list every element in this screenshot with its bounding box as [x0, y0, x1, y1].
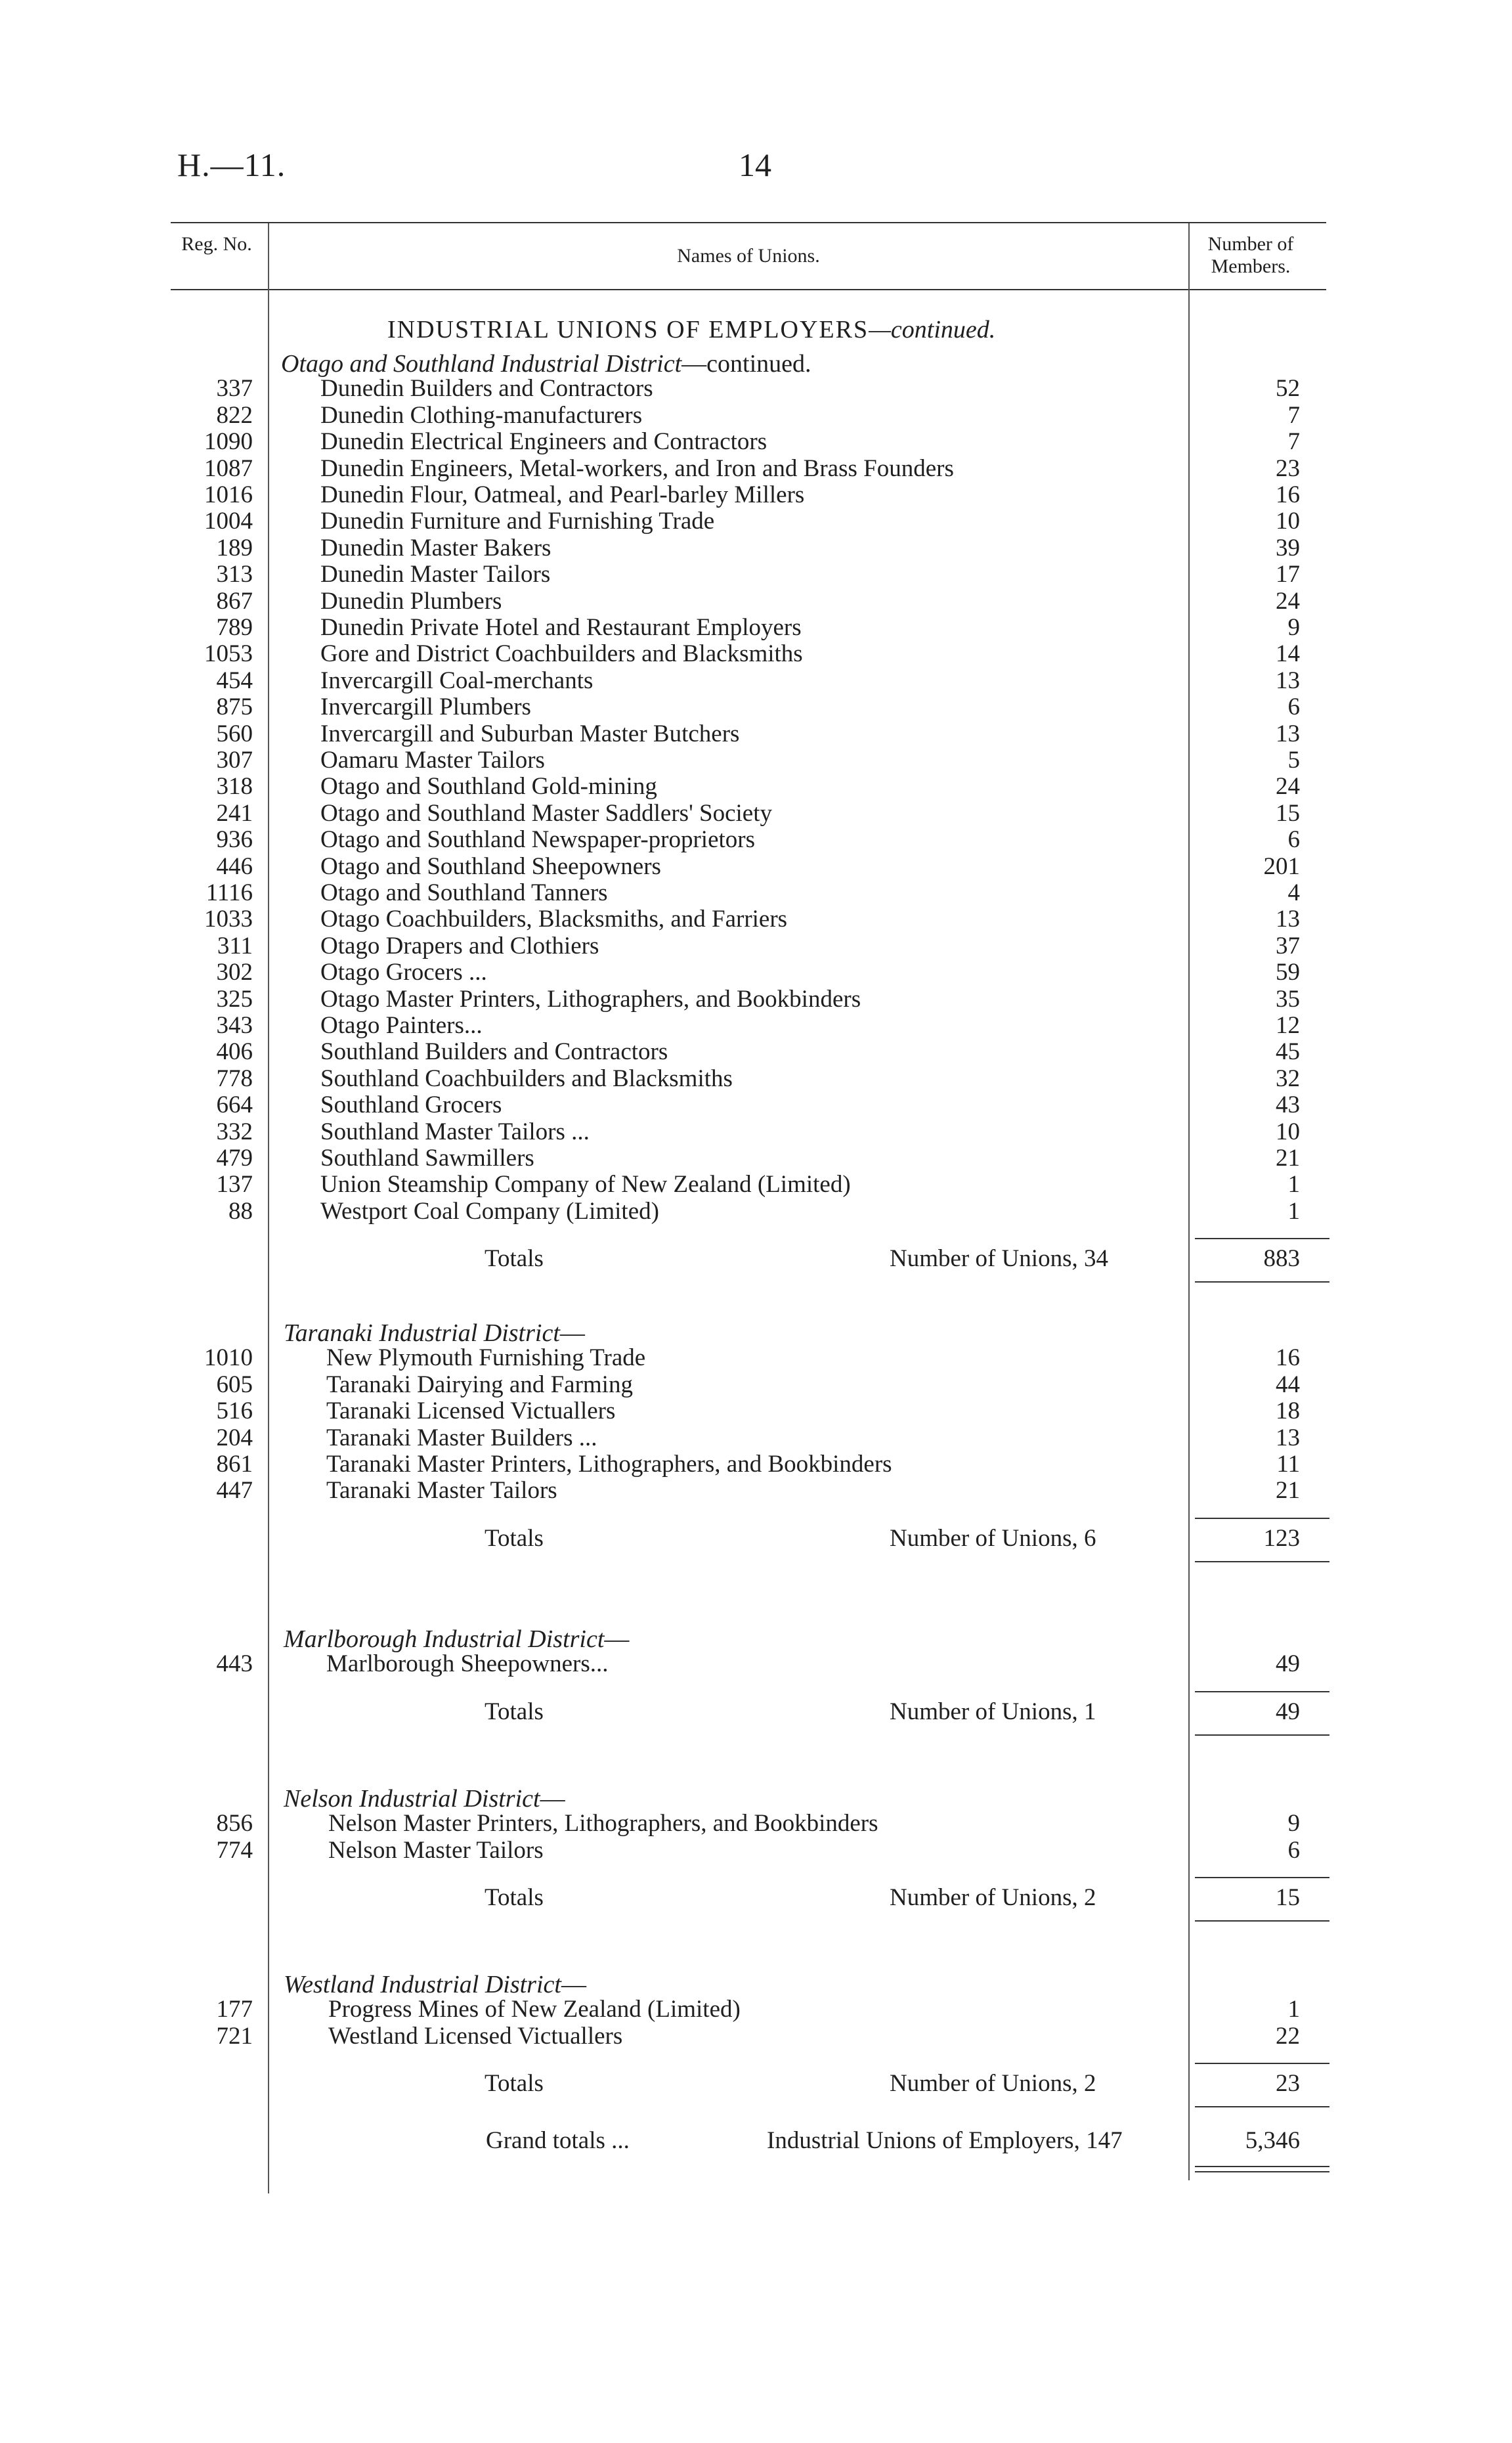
reg-no-cell: 302: [216, 959, 253, 986]
union-name-cell: Taranaki Dairying and Farming: [326, 1371, 633, 1398]
members-cell: 6: [1287, 826, 1300, 854]
table-row: [0, 906, 1512, 933]
table-row: [0, 376, 1512, 402]
reg-no-cell: 560: [216, 720, 253, 747]
members-cell: 201: [1263, 852, 1300, 880]
names-header: Names of Unions.: [677, 245, 820, 267]
reg-no-cell: 822: [216, 401, 253, 429]
table-row: [0, 1013, 1512, 1039]
reg-no-cell: 137: [216, 1171, 253, 1199]
totals-bottom-rule: [1195, 1920, 1329, 1922]
district-totals-row: [0, 1244, 1512, 1273]
members-cell: 45: [1276, 1038, 1300, 1066]
members-cell: 9: [1287, 614, 1300, 641]
members-cell: 18: [1276, 1398, 1300, 1425]
table-row: [0, 880, 1512, 906]
district-name: Taranaki Industrial District: [284, 1319, 560, 1347]
union-name-cell: Gore and District Coachbuilders and Blacksmiths: [320, 640, 803, 668]
reg-no-cell: 177: [216, 1996, 253, 2023]
union-name-cell: Otago Painters...: [320, 1012, 483, 1039]
members-cell: 10: [1276, 1118, 1300, 1145]
grand-total-members: 5,346: [1245, 2127, 1300, 2154]
table-row: [0, 615, 1512, 641]
totals-top-rule: [1195, 1238, 1329, 1239]
table-row: [0, 588, 1512, 615]
members-cell: 13: [1276, 720, 1300, 747]
table-row: [0, 1651, 1512, 1677]
totals-bottom-rule: [1195, 1734, 1329, 1736]
table-row: [0, 1066, 1512, 1092]
members-cell: 24: [1276, 773, 1300, 801]
totals-number-of-unions: Number of Unions, 6: [890, 1524, 1096, 1552]
table-row: [0, 1172, 1512, 1198]
reg-no-cell: 337: [216, 375, 253, 403]
district-heading: [284, 1319, 585, 1348]
reg-no-cell: 721: [216, 2022, 253, 2050]
section-title: [387, 315, 995, 344]
members-cell: 12: [1276, 1012, 1300, 1039]
district-name: Otago and Southland Industrial District: [281, 350, 682, 378]
union-name-cell: Westland Licensed Victuallers: [328, 2022, 623, 2050]
table-row: [0, 429, 1512, 455]
union-name-cell: Taranaki Master Builders ...: [326, 1424, 597, 1451]
totals-bottom-rule: [1195, 1281, 1329, 1283]
union-name-cell: New Plymouth Furnishing Trade: [326, 1344, 646, 1372]
members-cell: 49: [1276, 1650, 1300, 1678]
district-name: Westland Industrial District: [284, 1971, 561, 1998]
reg-no-cell: 789: [216, 614, 253, 641]
district-totals-row: [0, 1698, 1512, 1727]
table-row: [0, 641, 1512, 667]
members-cell: 4: [1287, 879, 1300, 906]
reg-no-cell: 318: [216, 773, 253, 801]
table-row: [0, 986, 1512, 1013]
table-row: [0, 482, 1512, 508]
reg-no-cell: 936: [216, 826, 253, 854]
members-cell: 6: [1287, 693, 1300, 721]
table-row: [0, 535, 1512, 561]
union-name-cell: Southland Builders and Contractors: [320, 1038, 668, 1066]
members-cell: 9: [1287, 1810, 1300, 1838]
district-heading: [284, 1625, 629, 1654]
table-row: [0, 1838, 1512, 1864]
table-row: [0, 774, 1512, 800]
district-totals-row: [0, 1524, 1512, 1553]
members-cell: 22: [1276, 2022, 1300, 2050]
district-heading: [284, 1784, 565, 1813]
totals-top-rule: [1195, 1518, 1329, 1519]
totals-members: 23: [1276, 2070, 1300, 2098]
union-name-cell: Taranaki Licensed Victuallers: [326, 1398, 616, 1425]
district-suffix: —: [604, 1625, 630, 1653]
members-cell: 17: [1276, 561, 1300, 588]
union-name-cell: Westport Coal Company (Limited): [320, 1197, 659, 1225]
union-name-cell: Union Steamship Company of New Zealand (Limited): [320, 1171, 851, 1199]
union-name-cell: Otago and Southland Newspaper-proprietors: [320, 826, 756, 854]
union-name-cell: Taranaki Master Printers, Lithographers, and Bookbinders: [326, 1451, 892, 1478]
table-row: [0, 1478, 1512, 1504]
district-heading: [281, 349, 811, 378]
table-row: [0, 1425, 1512, 1451]
reg-no-cell: 446: [216, 852, 253, 880]
union-name-cell: Southland Grocers: [320, 1091, 502, 1119]
union-name-cell: Marlborough Sheepowners...: [326, 1650, 609, 1678]
members-cell: 44: [1276, 1371, 1300, 1398]
union-name-cell: Otago Coachbuilders, Blacksmiths, and Farriers: [320, 906, 788, 933]
union-name-cell: Otago and Southland Gold-mining: [320, 773, 657, 801]
page-number: 14: [739, 146, 771, 183]
reg-no-cell: 204: [216, 1424, 253, 1451]
members-header: Number of Members.: [1207, 233, 1294, 277]
district-suffix: —: [559, 1319, 585, 1347]
union-name-cell: Nelson Master Tailors: [328, 1836, 544, 1864]
table-row: [0, 1092, 1512, 1118]
district-heading: [284, 1970, 586, 1999]
table-row: [0, 1119, 1512, 1145]
members-cell: 16: [1276, 1344, 1300, 1372]
union-name-cell: Dunedin Electrical Engineers and Contractors: [320, 428, 767, 456]
table-row: [0, 721, 1512, 747]
reg-no-cell: 1004: [204, 508, 253, 535]
members-cell: 14: [1276, 640, 1300, 668]
table-row: [0, 827, 1512, 853]
page-reference: H.—11.: [177, 146, 286, 183]
header-bottom-rule: [171, 289, 1326, 290]
district-suffix: —: [561, 1971, 586, 1998]
table-row: [0, 747, 1512, 774]
table-row: [0, 1345, 1512, 1371]
totals-top-rule: [1195, 2063, 1329, 2064]
reg-no-cell: 307: [216, 747, 253, 774]
table-row: [0, 959, 1512, 986]
members-cell: 13: [1276, 667, 1300, 694]
union-name-cell: Dunedin Clothing-manufacturers: [320, 401, 643, 429]
reg-no-cell: 867: [216, 587, 253, 615]
table-row: [0, 1199, 1512, 1225]
reg-no-cell: 325: [216, 985, 253, 1013]
members-cell: 6: [1287, 1836, 1300, 1864]
union-name-cell: Otago and Southland Tanners: [320, 879, 608, 906]
totals-number-of-unions: Number of Unions, 34: [890, 1245, 1108, 1273]
grand-total-top-rule: [1195, 2106, 1329, 2107]
union-name-cell: Dunedin Master Bakers: [320, 534, 551, 561]
grand-total-description: Industrial Unions of Employers, 147: [767, 2127, 1123, 2154]
totals-members: 883: [1263, 1245, 1300, 1273]
members-cell: 21: [1276, 1477, 1300, 1505]
totals-bottom-rule: [1195, 1561, 1329, 1562]
reg-no-cell: 241: [216, 799, 253, 827]
union-name-cell: Dunedin Engineers, Metal-workers, and Iron and Brass Founders: [320, 454, 954, 482]
union-name-cell: Southland Coachbuilders and Blacksmiths: [320, 1065, 733, 1092]
district-suffix: —continued.: [681, 350, 811, 378]
members-cell: 52: [1276, 375, 1300, 403]
table-row: [0, 2023, 1512, 2050]
union-name-cell: Progress Mines of New Zealand (Limited): [328, 1996, 741, 2023]
table-row: [0, 1996, 1512, 2023]
reg-no-cell: 778: [216, 1065, 253, 1092]
totals-label: Totals: [485, 1884, 544, 1912]
district-totals-row: [0, 1883, 1512, 1912]
members-cell: 13: [1276, 1424, 1300, 1451]
district-name: Marlborough Industrial District: [284, 1625, 605, 1653]
union-name-cell: Otago Master Printers, Lithographers, and Bookbinders: [320, 985, 861, 1013]
union-name-cell: Oamaru Master Tailors: [320, 747, 545, 774]
district-totals-row: [0, 2069, 1512, 2098]
district-suffix: —: [540, 1785, 565, 1813]
table-row: [0, 1145, 1512, 1172]
union-name-cell: Dunedin Master Tailors: [320, 561, 551, 588]
union-name-cell: Otago and Southland Sheepowners: [320, 852, 661, 880]
reg-no-cell: 861: [216, 1451, 253, 1478]
union-name-cell: Otago Grocers ...: [320, 959, 487, 986]
union-name-cell: Invercargill and Suburban Master Butchers: [320, 720, 740, 747]
totals-number-of-unions: Number of Unions, 2: [890, 1884, 1096, 1912]
table-row: [0, 403, 1512, 429]
members-cell: 23: [1276, 454, 1300, 482]
union-name-cell: Southland Sawmillers: [320, 1145, 534, 1172]
reg-no-cell: 189: [216, 534, 253, 561]
reg-no-cell: 1016: [204, 481, 253, 508]
union-name-cell: Otago Drapers and Clothiers: [320, 932, 599, 959]
reg-no-cell: 1010: [204, 1344, 253, 1372]
members-cell: 21: [1276, 1145, 1300, 1172]
reg-no-cell: 343: [216, 1012, 253, 1039]
totals-members: 49: [1276, 1698, 1300, 1725]
reg-no-cell: 313: [216, 561, 253, 588]
members-cell: 7: [1287, 401, 1300, 429]
reg-no-cell: 1116: [205, 879, 253, 906]
table-row: [0, 668, 1512, 694]
members-cell: 10: [1276, 508, 1300, 535]
header-top-rule: [171, 222, 1326, 223]
table-row: [0, 1811, 1512, 1837]
table-row: [0, 1372, 1512, 1398]
members-cell: 1: [1287, 1197, 1300, 1225]
reg-no-cell: 1053: [204, 640, 253, 668]
reg-no-cell: 774: [216, 1836, 253, 1864]
union-name-cell: Taranaki Master Tailors: [326, 1477, 557, 1505]
totals-label: Totals: [485, 2070, 544, 2098]
table-row: [0, 1398, 1512, 1424]
members-cell: 43: [1276, 1091, 1300, 1119]
table-row: [0, 933, 1512, 959]
reg-no-cell: 605: [216, 1371, 253, 1398]
totals-members: 15: [1276, 1884, 1300, 1912]
members-cell: 32: [1276, 1065, 1300, 1092]
members-cell: 11: [1276, 1451, 1300, 1478]
table-row: [0, 1039, 1512, 1065]
members-cell: 1: [1287, 1171, 1300, 1199]
table-row: [0, 508, 1512, 535]
table-row: [0, 456, 1512, 482]
totals-number-of-unions: Number of Unions, 2: [890, 2070, 1096, 2098]
reg-no-cell: 1087: [204, 454, 253, 482]
union-name-cell: Dunedin Builders and Contractors: [320, 375, 653, 403]
reg-no-cell: 88: [228, 1197, 253, 1225]
union-name-cell: Dunedin Furniture and Furnishing Trade: [320, 508, 715, 535]
members-cell: 35: [1276, 985, 1300, 1013]
reg-no-cell: 1090: [204, 428, 253, 456]
reg-no-cell: 479: [216, 1145, 253, 1172]
reg-no-cell: 443: [216, 1650, 253, 1678]
union-name-cell: Invercargill Plumbers: [320, 693, 531, 721]
reg-no-cell: 875: [216, 693, 253, 721]
reg-no-header: Reg. No.: [181, 233, 252, 255]
union-name-cell: Nelson Master Printers, Lithographers, and Bookbinders: [328, 1810, 878, 1838]
union-name-cell: Invercargill Coal-merchants: [320, 667, 594, 694]
members-cell: 15: [1276, 799, 1300, 827]
reg-no-cell: 856: [216, 1810, 253, 1838]
table-row: [0, 801, 1512, 827]
members-cell: 16: [1276, 481, 1300, 508]
members-cell: 1: [1287, 1996, 1300, 2023]
totals-number-of-unions: Number of Unions, 1: [890, 1698, 1096, 1725]
reg-no-cell: 311: [217, 932, 253, 959]
district-name: Nelson Industrial District: [284, 1785, 540, 1813]
totals-members: 123: [1263, 1524, 1300, 1552]
table-row: [0, 854, 1512, 880]
reg-no-cell: 332: [216, 1118, 253, 1145]
union-name-cell: Dunedin Flour, Oatmeal, and Pearl-barley Millers: [320, 481, 805, 508]
table-row: [0, 694, 1512, 720]
reg-no-cell: 1033: [204, 906, 253, 933]
members-cell: 24: [1276, 587, 1300, 615]
union-name-cell: Dunedin Private Hotel and Restaurant Employers: [320, 614, 802, 641]
members-cell: 7: [1287, 428, 1300, 456]
grand-total-label: Grand totals ...: [486, 2127, 630, 2154]
totals-label: Totals: [485, 1698, 544, 1725]
totals-label: Totals: [485, 1524, 544, 1552]
reg-no-cell: 406: [216, 1038, 253, 1066]
reg-no-cell: 516: [216, 1398, 253, 1425]
reg-no-cell: 454: [216, 667, 253, 694]
section-title-suffix: —continued.: [869, 316, 996, 343]
section-title-main: INDUSTRIAL UNIONS OF EMPLOYERS: [387, 316, 869, 343]
union-name-cell: Southland Master Tailors ...: [320, 1118, 590, 1145]
table-row: [0, 1451, 1512, 1478]
reg-no-cell: 664: [216, 1091, 253, 1119]
totals-top-rule: [1195, 1691, 1329, 1692]
union-name-cell: Dunedin Plumbers: [320, 587, 502, 615]
reg-no-cell: 447: [216, 1477, 253, 1505]
totals-top-rule: [1195, 1877, 1329, 1878]
grand-total-double-rule-1: [1195, 2166, 1329, 2167]
union-name-cell: Otago and Southland Master Saddlers' Society: [320, 799, 772, 827]
members-cell: 59: [1276, 959, 1300, 986]
members-cell: 13: [1276, 906, 1300, 933]
grand-total-double-rule-2: [1195, 2171, 1329, 2172]
totals-label: Totals: [485, 1245, 544, 1273]
members-cell: 39: [1276, 534, 1300, 561]
members-cell: 5: [1287, 747, 1300, 774]
table-row: [0, 561, 1512, 588]
members-cell: 37: [1276, 932, 1300, 959]
